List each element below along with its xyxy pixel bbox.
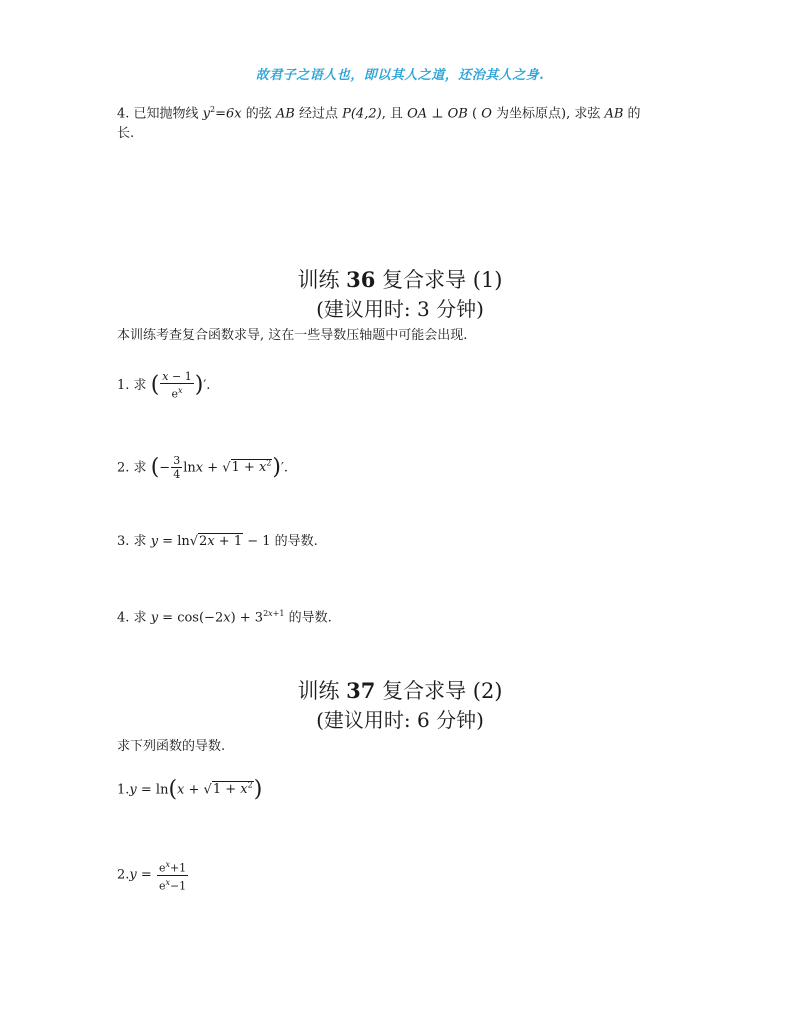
section-37-intro: 求下列函数的导数. (117, 739, 226, 754)
section-37-title (0, 677, 800, 705)
title-number: 36 (346, 267, 376, 292)
section-36-intro: 本训练考查复合函数求导, 这在一些导数压轴题中可能会出现. (117, 328, 468, 343)
math-expr: OA ⊥ OB (407, 106, 468, 122)
text: 的 (623, 106, 641, 122)
section-36-title (0, 266, 800, 294)
text: , 且 (381, 106, 408, 122)
math-point: P(4,2) (342, 106, 382, 122)
item-tail: ′. (280, 460, 289, 476)
math-var: AB (604, 106, 624, 122)
section-37-item-1: $1.y = \ln(x + √1 + x^2)$ (117, 776, 263, 802)
item-label: 3. 求 (117, 534, 147, 549)
item-tail: ′. (203, 377, 211, 393)
motto-header: 故君子之语人也，即以其人之道，还治其人之身. (255, 68, 545, 83)
section-37-subtitle: (建议用时: 6 分钟) (316, 708, 484, 732)
item-label: 1. (117, 782, 130, 798)
item-tail: 的导数. (270, 534, 318, 549)
math-var: AB (275, 106, 295, 122)
math-var: O (481, 106, 492, 122)
math-var: y (202, 106, 211, 122)
text: ( (467, 106, 482, 122)
title-text: 训练 (297, 268, 347, 292)
title-text: 复合求导 (1) (375, 268, 503, 292)
section-36-item-2: 2. 求 (− $\frac{3}{4}$ $\ln x + √1 + x^2)'$. (117, 454, 289, 482)
title-number: 37 (346, 678, 376, 703)
item-tail: 的导数. (284, 610, 332, 626)
text: 的弦 (241, 106, 276, 122)
math-expr: =6x (215, 106, 242, 122)
section-37-item-2: 2.y = $\frac{e^x+1}{e^x-1}$ (117, 860, 187, 893)
title-text: 训练 (297, 679, 347, 703)
item-label: 4. 求 (117, 610, 147, 626)
problem-4-line-2: 长. (117, 126, 135, 141)
text: 经过点 (294, 106, 343, 122)
title-text: 复合求导 (2) (375, 679, 503, 703)
text: 4. 已知抛物线 (117, 106, 203, 122)
item-label: 2. 求 (117, 460, 147, 476)
text: 为坐标原点), 求弦 (491, 106, 605, 122)
section-36-item-4: 4. 求 $y = \cos(-2x) + 3^{2x+1}$ 的导数. (117, 609, 332, 626)
section-36-item-3: 3. 求 y = ln√2x + 1 − 1 的导数. (117, 534, 318, 549)
problem-4-line-1: 4. 已知抛物线 $y^2=6x$ 的弦 AB 经过点 P(4,2), 且 OA ⊥ OB ( O 为坐标原点), 求弦 AB 的 (117, 105, 641, 122)
item-label: 1. 求 (117, 377, 147, 393)
section-36-subtitle: (建议用时: 3 分钟) (316, 297, 484, 321)
section-36-item-1: 1. 求 ( $\frac{x - 1}{e^x}$ )′. (117, 370, 211, 401)
item-label: 2. (117, 867, 130, 883)
